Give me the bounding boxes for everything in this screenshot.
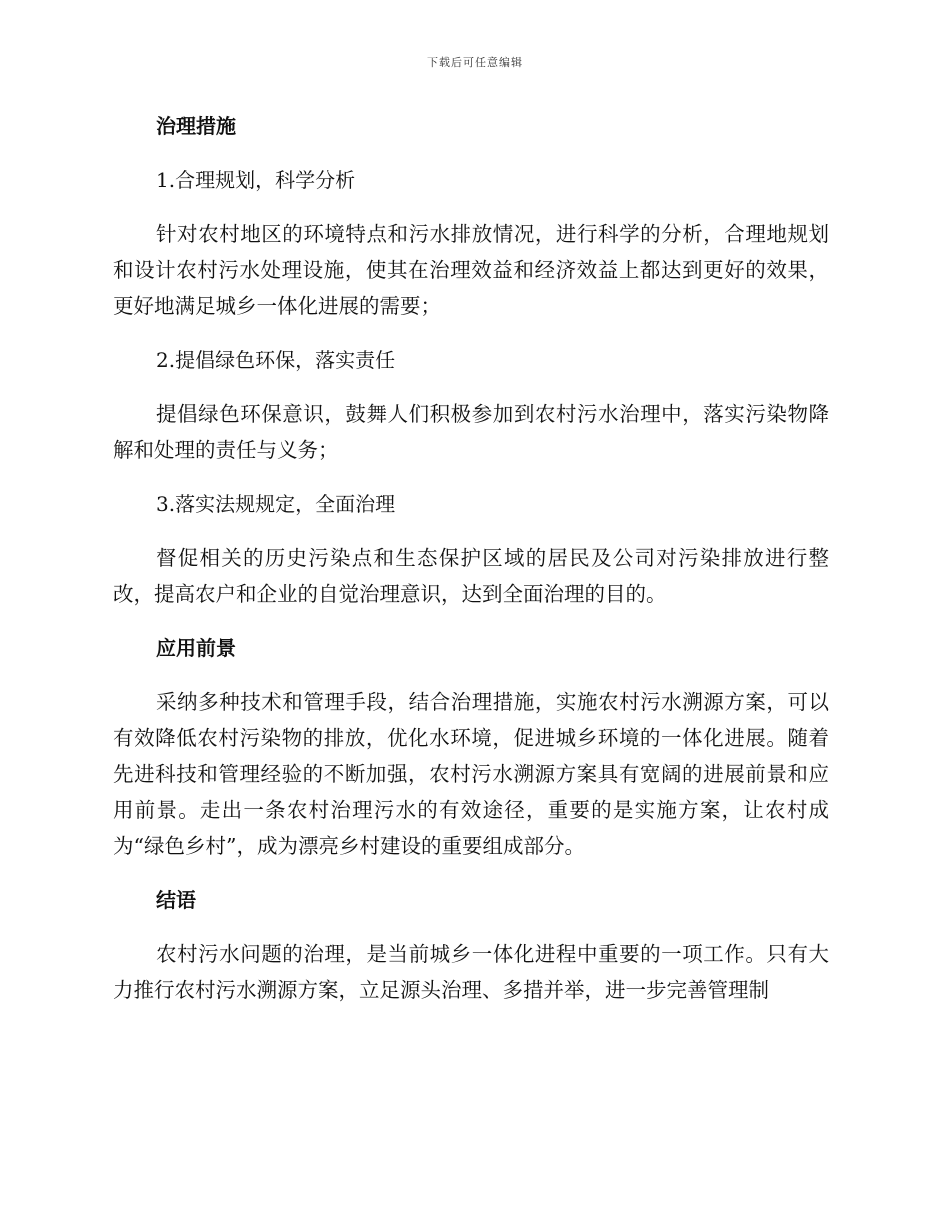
paragraph-green-protection: 提倡绿色环保意识，鼓舞人们积极参加到农村污水治理中，落实污染物降解和处理的责任与义务； (113, 402, 829, 462)
page-header: 下载后可任意编辑 (427, 56, 523, 69)
paragraph-application-prospects: 采纳多种技术和管理手段，结合治理措施，实施农村污水溯源方案，可以有效降低农村污染物的排放，优化水环境，促进城乡环境的一体化进展。随着先进科技和管理经验的不断加强，农村污水溯源方案具有宽阔的进展前景和应用前景。走出一条农村治理污水的有效途径，重要的是实施方案，让农村成为“绿色乡村”，成为漂亮乡村建设的重要组成部分。 (113, 690, 829, 858)
document-body (113, 108, 829, 1026)
paragraph-planning: 针对农村地区的环境特点和污水排放情况，进行科学的分析，合理地规划和设计农村污水处理设施，使其在治理效益和经济效益上都达到更好的效果，更好地满足城乡一体化进展的需要； (113, 222, 829, 318)
paragraph-conclusion: 农村污水问题的治理，是当前城乡一体化进程中重要的一项工作。只有大力推行农村污水溯源方案，立足源头治理、多措并举，进一步完善管理制 (113, 942, 829, 1002)
subheading-planning: 1.合理规划，科学分析 (156, 168, 356, 192)
section-heading-application-prospects: 应用前景 (156, 636, 236, 660)
subheading-green-protection: 2.提倡绿色环保，落实责任 (156, 348, 396, 372)
subheading-regulations: 3.落实法规规定，全面治理 (156, 492, 396, 516)
paragraph-regulations: 督促相关的历史污染点和生态保护区域的居民及公司对污染排放进行整改，提高农户和企业的自觉治理意识，达到全面治理的目的。 (113, 546, 829, 606)
section-heading-governance-measures: 治理措施 (156, 114, 236, 138)
section-heading-conclusion: 结语 (156, 888, 196, 912)
